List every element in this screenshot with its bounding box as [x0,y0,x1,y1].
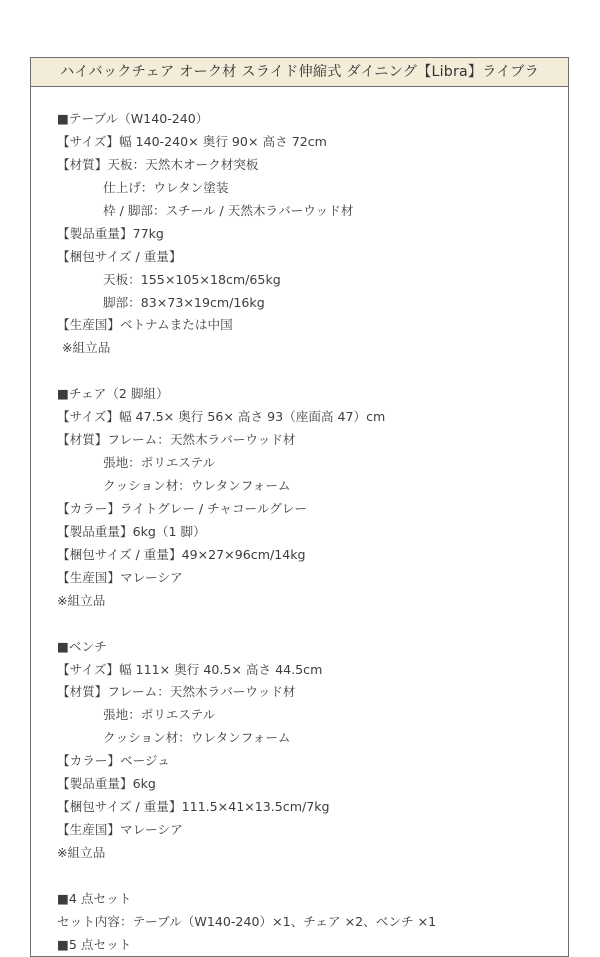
spec-body [31,87,568,957]
spec-line: 【サイズ】幅 140-240× 奥行 90× 高さ 72cm [57,133,327,149]
spec-line: 【梱包サイズ / 重量】111.5×41×13.5cm/7kg [57,799,330,815]
section-heading: ■4 点セット [57,890,132,906]
spec-line: 【サイズ】幅 47.5× 奥行 56× 高さ 93（座面高 47）cm [57,409,386,425]
spec-line: クッション材：ウレタンフォーム [103,730,291,746]
spec-line: 天板：155×105×18cm/65kg [103,271,281,287]
spec-line: 【生産国】マレーシア [57,822,183,838]
section-heading: ■5 点セット [57,936,132,952]
spec-line: 張地：ポリエステル [103,707,216,723]
section-heading: ■ベンチ [57,638,107,654]
section-heading: ■テーブル（W140-240） [57,111,209,126]
spec-line: 【梱包サイズ / 重量】 [57,248,182,264]
section-spacer [57,865,568,888]
spec-line: ※組立品 [57,592,106,608]
spec-line: 【材質】天板：天然木オーク材突板 [57,156,259,172]
spec-line: 【生産国】ベトナムまたは中国 [57,317,233,333]
product-title: ハイバックチェア オーク材 スライド伸縮式 ダイニング【Libra】ライブラ [31,58,568,87]
spec-line: 【製品重量】77kg [57,225,164,241]
spec-line: 【カラー】ライトグレー / チャコールグレー [57,500,308,516]
spec-line: 枠 / 脚部：スチール / 天然木ラバーウッド材 [103,202,354,218]
spec-line: 張地：ポリエステル [103,455,216,471]
spec-line: 【製品重量】6kg（1 脚） [57,523,206,539]
section-spacer [57,360,568,383]
spec-line: 【梱包サイズ / 重量】49×27×96cm/14kg [57,546,306,562]
spec-line: 仕上げ：ウレタン塗装 [103,179,229,195]
spec-line: 【材質】フレーム：天然木ラバーウッド材 [57,432,296,448]
spec-line: 【生産国】マレーシア [57,569,183,585]
spec-line: 【カラー】ベージュ [57,753,170,769]
spec-line: ※組立品 [57,845,106,860]
spec-line: 脚部：83×73×19cm/16kg [103,294,265,310]
spec-line: クッション材：ウレタンフォーム [103,478,291,493]
section-spacer [57,613,568,636]
spec-line: 【材質】フレーム：天然木ラバーウッド材 [57,684,296,700]
spec-table [30,57,569,957]
spec-line: 【製品重量】6kg [57,776,156,792]
spec-line: 【サイズ】幅 111× 奥行 40.5× 高さ 44.5cm [57,661,323,677]
spec-line: ※組立品 [62,340,111,356]
section-heading: ■チェア（2 脚組） [57,386,169,402]
spec-line: セット内容：テーブル（W140-240）×1、チェア ×2、ベンチ ×1 [57,913,437,929]
